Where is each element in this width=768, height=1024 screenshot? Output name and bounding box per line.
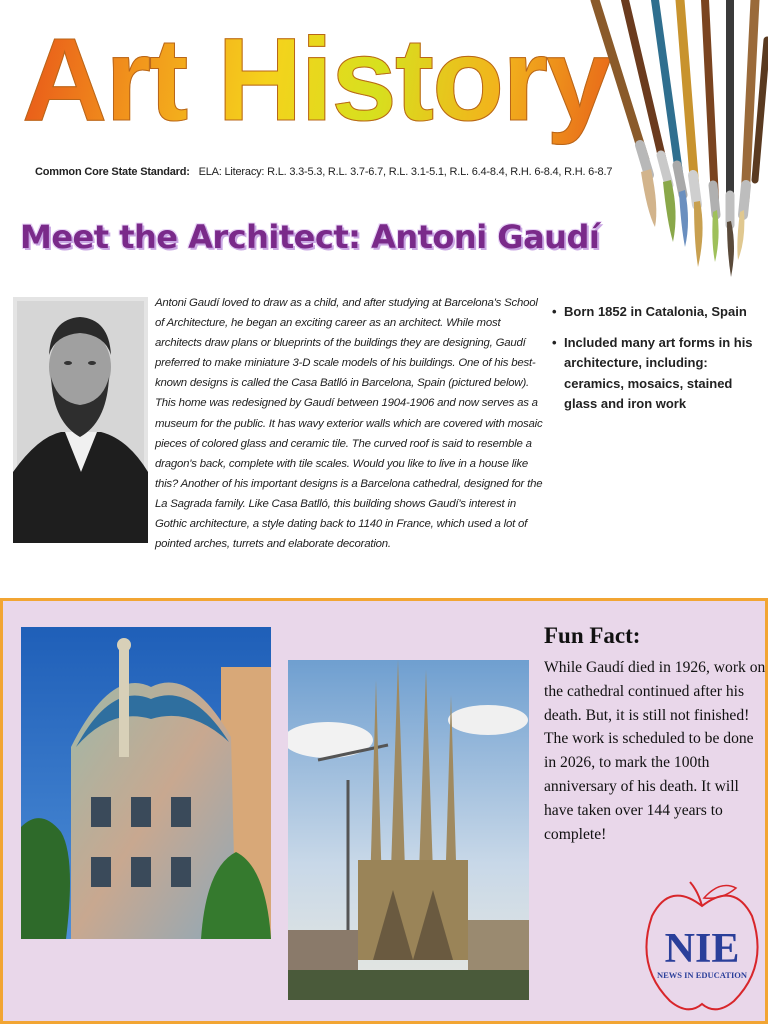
- fact-item: • Included many art forms in his architecture, including: ceramics, mosaics, stained glass and iron work: [552, 333, 762, 415]
- sagrada-familia-photo: [288, 660, 529, 1000]
- page-title: Art History: [22, 10, 610, 150]
- logo-letters: NIE: [664, 926, 740, 972]
- common-core-standard: [35, 166, 612, 178]
- standard-value: ELA: Literacy: R.L. 3.3-5.3, R.L. 3.7-6.7, R.L. 3.1-5.1, R.L. 6.4-8.4, R.H. 6-8.4, R.H. 6-8.7: [198, 166, 613, 178]
- facts-list: [552, 302, 762, 425]
- casa-batllo-photo: [21, 627, 271, 939]
- fun-fact-text: While Gaudí died in 1926, work on the cathedral continued after his death. But, it is still not finished! The work is scheduled to be done in 2026, to mark the 100th anniversary of his death. It will have taken over 144 years to complete!: [544, 659, 766, 843]
- standard-label: Common Core State Standard:: [35, 166, 190, 178]
- fact-item: • Born 1852 in Catalonia, Spain: [552, 302, 762, 323]
- bio-text: Antoni Gaudí loved to draw as a child, and after studying at Barcelona's School of Architecture, he began an exciting career as an architect. While most architects draw plans or blueprints of the buildings they are designing, Gaudí preferred to make miniature 3-D scale models of his buildings. One of his best-known designs is called the Casa Batlló in Barcelona, Spain (pictured below). This home was redesigned by Gaudí between 1904-1906 and now serves as a museum for the public. It has wavy exterior walls which are covered with mosaic pieces of colored glass and ceramic tile. The curved roof is said to resemble a dragon's back, complete with tile scales. Would you like to live in a house like this? Another of his important designs is a Barcelona cathedral, designed for the La Sagrada family. Like Casa Batlló, this building shows Gaudí's interest in Gothic architecture, a style dating back to 1140 in France, which used a lot of pointed arches, turrets and elaborate decoration.: [155, 297, 543, 551]
- portrait-image: [13, 297, 148, 543]
- section-subtitle: Meet the Architect: Antoni Gaudí: [20, 218, 600, 256]
- logo-tagline: NEWS IN EDUCATION: [656, 970, 748, 980]
- fun-fact-title: Fun Fact:: [544, 623, 641, 648]
- nie-apple-logo: [640, 876, 765, 1016]
